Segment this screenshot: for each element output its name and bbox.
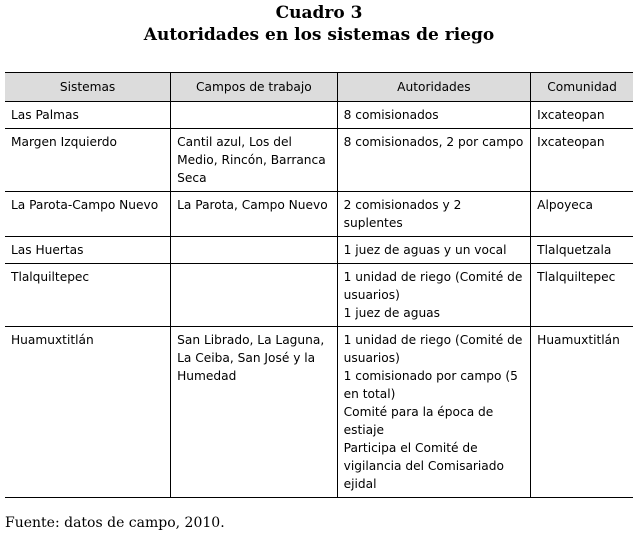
table-caption: Autoridades en los sistemas de riego [143, 25, 495, 45]
authority-line: 1 juez de aguas y un vocal [343, 243, 507, 257]
cell-autoridades [337, 264, 531, 327]
cell-campos: San Librado, La Laguna, La Ceiba, San José y la Humedad [171, 327, 338, 498]
cell-campos [171, 264, 338, 327]
table-row [5, 102, 633, 129]
table-row [5, 192, 633, 237]
header-row [5, 73, 633, 102]
cell-comunidad: Ixcateopan [531, 102, 633, 129]
table-title [0, 0, 638, 46]
cell-sistema: Huamuxtitlán [11, 333, 94, 347]
cell-comunidad: Huamuxtitlán [531, 327, 633, 498]
cell-campos: Cantil azul, Los del Medio, Rincón, Barranca Seca [171, 129, 338, 192]
authority-line: 1 unidad de riego (Comité de usuarios) [343, 333, 523, 365]
table-row [5, 327, 633, 498]
cell-sistema: La Parota-Campo Nuevo [5, 192, 171, 237]
authority-line: 8 comisionados [343, 108, 439, 122]
authority-line: 8 comisionados, 2 por campo [343, 135, 524, 149]
cell-autoridades [337, 327, 531, 498]
cell-sistema: Las Huertas [5, 237, 171, 264]
header-sistemas: Sistemas [5, 73, 171, 102]
cell-campos: La Parota, Campo Nuevo [171, 192, 338, 237]
authority-line: 1 juez de aguas [343, 306, 441, 320]
table-row [5, 129, 633, 192]
source-note: Fuente: datos de campo, 2010. [5, 515, 225, 531]
cell-sistema: Margen Izquierdo [5, 129, 171, 192]
header-autoridades: Autoridades [337, 73, 531, 102]
authority-line: 1 unidad de riego (Comité de usuarios) [343, 270, 523, 302]
header-comunidad: Comunidad [531, 73, 633, 102]
cell-autoridades [337, 102, 531, 129]
authority-line: 2 comisionados y 2 suplentes [343, 198, 462, 230]
cell-comunidad: Tlalquetzala [531, 237, 633, 264]
authorities-table [5, 72, 633, 498]
cell-comunidad: Ixcateopan [531, 129, 633, 192]
cell-autoridades [337, 129, 531, 192]
authority-line: Comité para la época de estiaje [343, 405, 494, 437]
cell-campos [171, 102, 338, 129]
cell-comunidad: Alpoyeca [531, 192, 633, 237]
header-campos: Campos de trabajo [171, 73, 338, 102]
authority-line: Participa el Comité de vigilancia del Comisariado ejidal [343, 441, 504, 491]
authority-line: 1 comisionado por campo (5 en total) [343, 369, 518, 401]
cell-comunidad: Tlalquiltepec [531, 264, 633, 327]
table-row [5, 237, 633, 264]
table-row [5, 264, 633, 327]
cell-sistema: Tlalquiltepec [5, 264, 171, 327]
table-number: Cuadro 3 [275, 3, 363, 23]
cell-campos [171, 237, 338, 264]
cell-autoridades [337, 192, 531, 237]
cell-sistema: Las Palmas [5, 102, 171, 129]
cell-autoridades [337, 237, 531, 264]
